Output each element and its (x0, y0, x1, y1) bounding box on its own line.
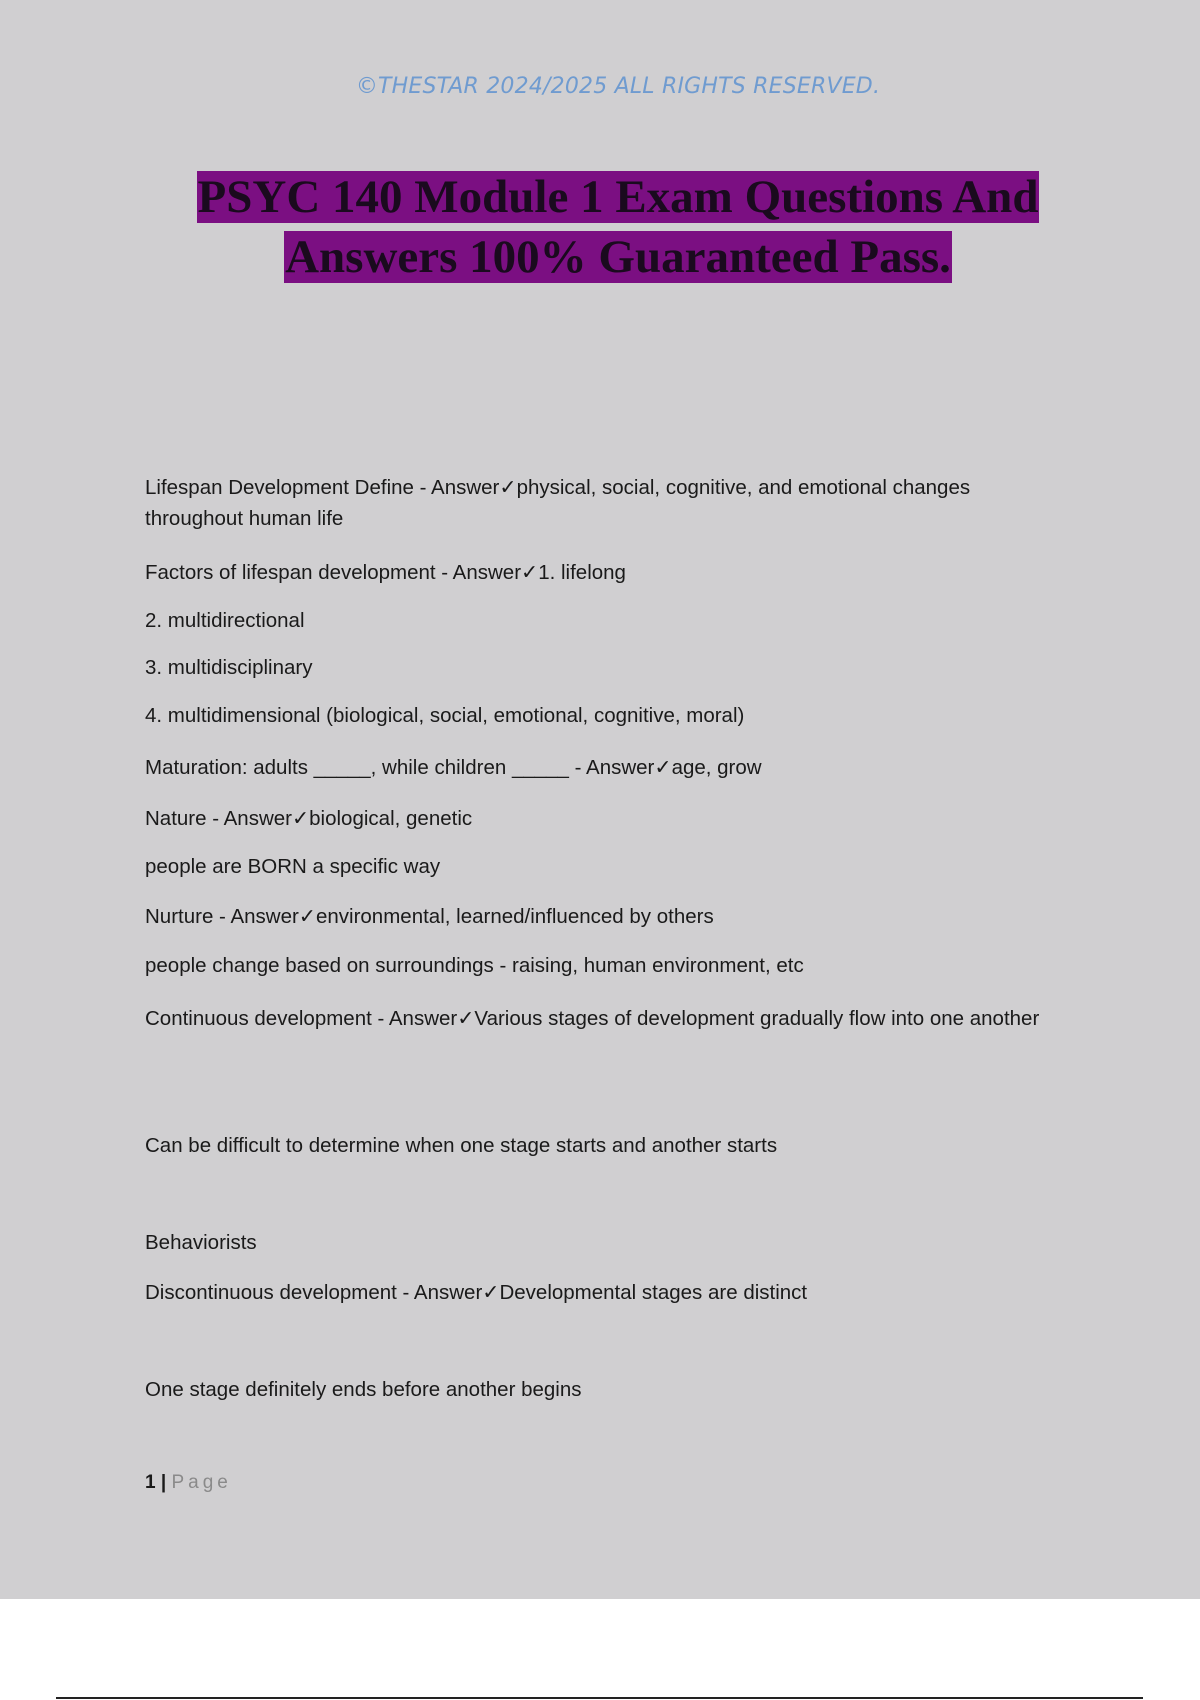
qa-paragraph: people are BORN a specific way (145, 855, 441, 878)
qa-paragraph: Nature - Answer✓biological, genetic (145, 807, 473, 830)
footer-separator: | (160, 1472, 167, 1493)
page-label: Page (171, 1472, 232, 1493)
qa-paragraph: One stage definitely ends before another begins (145, 1378, 582, 1401)
qa-paragraph: 2. multidirectional (145, 609, 305, 632)
qa-paragraph: Lifespan Development Define - Answer✓physical, social, cognitive, and emotional changes throughout human life (145, 476, 971, 530)
qa-paragraph: 3. multidisciplinary (145, 656, 313, 679)
qa-paragraph: people change based on surroundings - raising, human environment, etc (145, 954, 804, 977)
document-title (0, 167, 1200, 287)
qa-paragraph: 4. multidimensional (biological, social, emotional, cognitive, moral) (145, 704, 745, 727)
page-footer (145, 1472, 232, 1494)
qa-paragraph: Continuous development - Answer✓Various stages of development gradually flow into one another (145, 1007, 1040, 1030)
title-line-1: PSYC 140 Module 1 Exam Questions And (197, 171, 1039, 223)
qa-paragraph: Maturation: adults _____, while children _____ - Answer✓age, grow (145, 756, 762, 779)
page-number: 1 (145, 1472, 156, 1493)
qa-paragraph: Behaviorists (145, 1231, 257, 1254)
bottom-divider (56, 1697, 1143, 1699)
copyright-notice: ©THESTAR 2024/2025 ALL RIGHTS RESERVED. (355, 74, 881, 99)
qa-paragraph: Nurture - Answer✓environmental, learned/influenced by others (145, 905, 714, 928)
qa-paragraph: Discontinuous development - Answer✓Developmental stages are distinct (145, 1281, 808, 1304)
qa-paragraph: Can be difficult to determine when one stage starts and another starts (145, 1134, 778, 1157)
qa-paragraph: Factors of lifespan development - Answer✓1. lifelong (145, 561, 626, 584)
title-line-2: Answers 100% Guaranteed Pass. (285, 231, 951, 283)
